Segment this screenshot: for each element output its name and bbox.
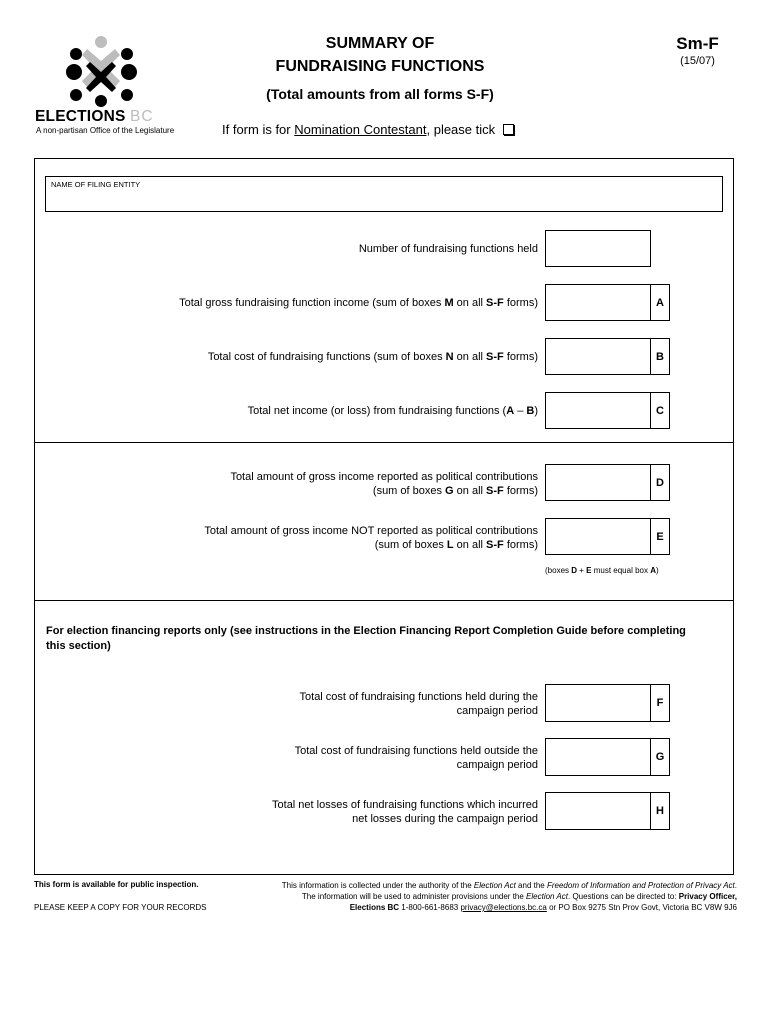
row-g-label: Total cost of fundraising functions held outside the campaign period <box>294 745 538 771</box>
row-a-label: Total gross fundraising function income (sum of boxes M on all S-F forms) <box>179 297 538 309</box>
functions-count-input[interactable] <box>545 230 651 267</box>
row-e-label: Total amount of gross income NOT reported as political contributions (sum of boxes L on all S-F forms) <box>204 525 538 551</box>
form-version: (15/07) <box>680 55 715 67</box>
row-f-label: Total cost of fundraising functions held during the campaign period <box>299 691 538 717</box>
section-divider <box>34 442 734 443</box>
privacy-notice: This information is collected under the authority of the Election Act and the Freedom of Information and Protection of Privacy Act. The information will be used to administer provisions under the Election Act. Questions can be directed to: Privacy Officer, Elections BC 1-800-661-8683 privacy@elections.bc.ca or PO Box 9275 Stn Prov Govt, Victoria BC V8W 9J6 <box>281 881 737 912</box>
row-b-label: Total cost of fundraising functions (sum of boxes N on all S-F forms) <box>207 351 538 363</box>
box-e-letter: E <box>651 518 670 555</box>
org-name: ELECTIONS BC <box>35 108 154 125</box>
election-financing-heading: For election financing reports only (see instructions in the Election Financing Report Completion Guide before completing this section) <box>46 625 686 652</box>
box-h-letter: H <box>651 792 670 830</box>
nomination-contestant-term: Nomination Contestant <box>294 122 427 137</box>
box-f-input[interactable] <box>545 684 651 722</box>
box-g-input[interactable] <box>545 738 651 776</box>
keep-copy-notice: PLEASE KEEP A COPY FOR YOUR RECORDS <box>34 903 207 912</box>
box-c-input[interactable] <box>545 392 651 429</box>
row-d-label: Total amount of gross income reported as political contributions (sum of boxes G on all S-F forms) <box>230 471 538 497</box>
section-divider <box>34 600 734 601</box>
filing-entity-field[interactable] <box>45 176 723 212</box>
public-inspection-notice: This form is available for public inspection. <box>34 880 199 889</box>
box-c-letter: C <box>651 392 670 429</box>
functions-count-label: Number of fundraising functions held <box>358 243 538 255</box>
box-b-input[interactable] <box>545 338 651 375</box>
row-c-label: Total net income (or loss) from fundraising functions (A – B) <box>247 405 538 417</box>
filing-entity-label: NAME OF FILING ENTITY <box>51 180 141 189</box>
form-code: Sm-F <box>676 34 719 53</box>
box-d-input[interactable] <box>545 464 651 501</box>
nomination-contestant-checkbox[interactable] <box>503 124 514 135</box>
form-title-line2: FUNDRAISING FUNCTIONS <box>275 58 485 75</box>
box-a-letter: A <box>651 284 670 321</box>
box-b-letter: B <box>651 338 670 375</box>
box-g-letter: G <box>651 738 670 776</box>
box-e-input[interactable] <box>545 518 651 555</box>
box-sum-note: (boxes D + E must equal box A) <box>545 566 659 575</box>
privacy-email-link[interactable]: privacy@elections.bc.ca <box>460 903 547 912</box>
box-a-input[interactable] <box>545 284 651 321</box>
form-subtitle: (Total amounts from all forms S-F) <box>266 86 494 102</box>
org-tagline: A non-partisan Office of the Legislature <box>36 126 175 135</box>
row-h-label: Total net losses of fundraising functions which incurred net losses during the campaign period <box>272 799 538 825</box>
nomination-contestant-line: If form is for Nomination Contestant, please tick <box>222 122 514 137</box>
box-d-letter: D <box>651 464 670 501</box>
box-f-letter: F <box>651 684 670 722</box>
form-title-line1: SUMMARY OF <box>325 35 435 52</box>
box-h-input[interactable] <box>545 792 651 830</box>
